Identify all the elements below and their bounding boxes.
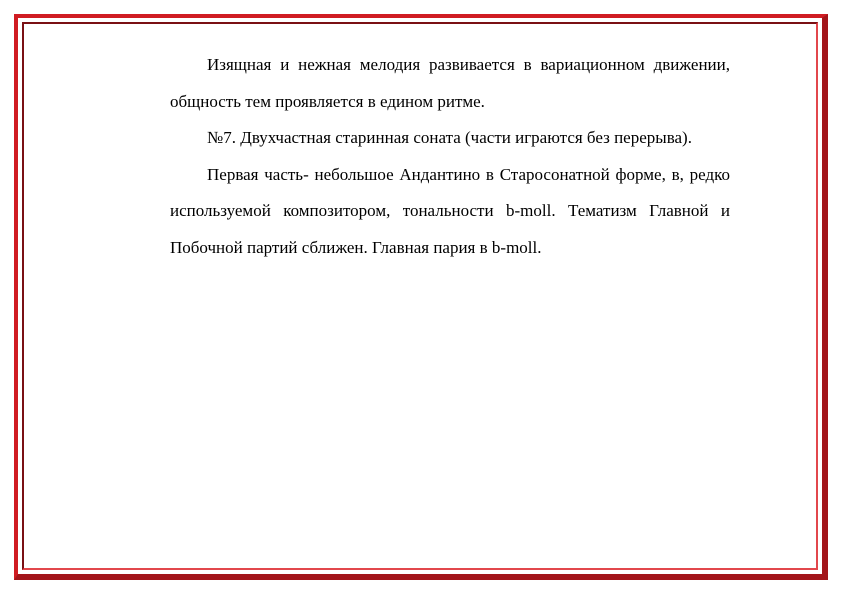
paragraph-first-part: Первая часть- небольшое Андантино в Старосонатной форме, в, редко используемой композитором, тональности b-moll. Тематизм Главной и Побочной партий сближен. Главная пария в b-moll. xyxy=(170,164,730,257)
paragraph-sonata-no7: №7. Двухчастная старинная соната (части играются без перерыва). xyxy=(207,128,692,147)
document-body xyxy=(170,47,730,266)
paragraph-melody: Изящная и нежная мелодия развивается в вариационном движении, общность тем проявляется в едином ритме. xyxy=(170,55,730,111)
